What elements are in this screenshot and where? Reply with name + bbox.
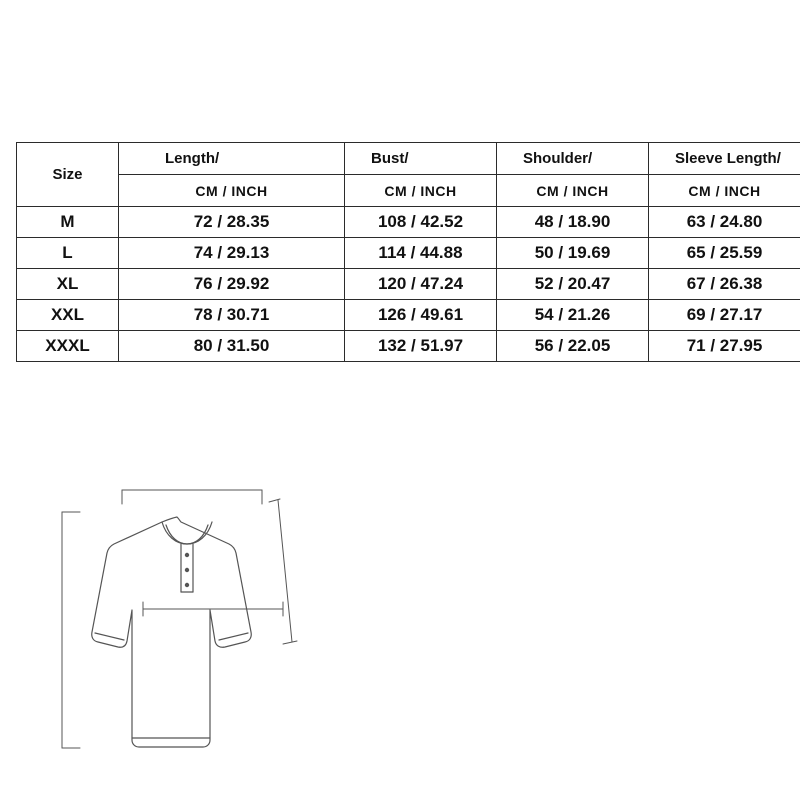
column-header-sleeve-label: Sleeve Length/ [675, 150, 781, 167]
cell-sleeve: 63 / 24.80 [649, 207, 800, 238]
cell-length: 80 / 31.50 [119, 331, 345, 362]
cell-shoulder: 50 / 19.69 [497, 238, 649, 269]
cell-shoulder: 54 / 21.26 [497, 300, 649, 331]
cell-sleeve: 67 / 26.38 [649, 269, 800, 300]
table-row [17, 300, 800, 331]
cell-sleeve: 71 / 27.95 [649, 331, 800, 362]
cell-size: L [17, 238, 119, 269]
cell-length: 74 / 29.13 [119, 238, 345, 269]
shirt-illustration [40, 452, 340, 772]
column-header-bust [345, 143, 497, 175]
size-chart-table [16, 142, 800, 362]
table-row [17, 238, 800, 269]
column-header-length-label: Length/ [165, 150, 220, 167]
cell-size: XXL [17, 300, 119, 331]
cell-length: 76 / 29.92 [119, 269, 345, 300]
cell-length: 78 / 30.71 [119, 300, 345, 331]
column-header-shoulder-label: Shoulder/ [523, 150, 593, 167]
cell-bust: 120 / 47.24 [345, 269, 497, 300]
column-header-sleeve [649, 143, 800, 175]
column-header-shoulder [497, 143, 649, 175]
cell-size: XL [17, 269, 119, 300]
table-row [17, 207, 800, 238]
table-row [17, 269, 800, 300]
cell-bust: 126 / 49.61 [345, 300, 497, 331]
cell-sleeve: 65 / 25.59 [649, 238, 800, 269]
cell-size: XXXL [17, 331, 119, 362]
cell-bust: 108 / 42.52 [345, 207, 497, 238]
column-header-length [119, 143, 345, 175]
cell-bust: 114 / 44.88 [345, 238, 497, 269]
table-row [17, 331, 800, 362]
unit-header-sleeve: CM / INCH [649, 175, 800, 207]
sleeve-length-guide [278, 500, 292, 642]
unit-header-length: CM / INCH [119, 175, 345, 207]
table-header-row [17, 143, 800, 175]
sleeve-length-guide-bottom-tick [283, 641, 297, 644]
cell-size: M [17, 207, 119, 238]
table-unit-row [17, 175, 800, 207]
column-header-size: Size [17, 143, 119, 207]
cell-sleeve: 69 / 27.17 [649, 300, 800, 331]
size-chart-table-container [16, 142, 784, 362]
cell-shoulder: 56 / 22.05 [497, 331, 649, 362]
cell-shoulder: 48 / 18.90 [497, 207, 649, 238]
cell-bust: 132 / 51.97 [345, 331, 497, 362]
cell-length: 72 / 28.35 [119, 207, 345, 238]
cell-shoulder: 52 / 20.47 [497, 269, 649, 300]
column-header-bust-label: Bust/ [371, 150, 409, 167]
unit-header-bust: CM / INCH [345, 175, 497, 207]
unit-header-shoulder: CM / INCH [497, 175, 649, 207]
